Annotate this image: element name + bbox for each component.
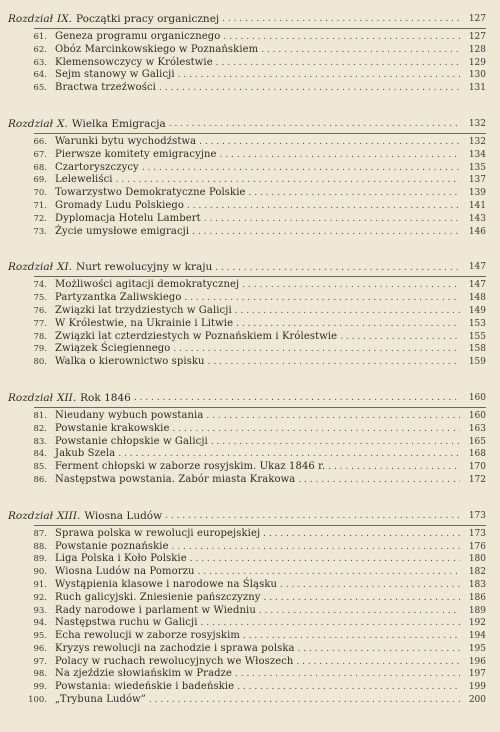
entry-page-number: 139 (468, 188, 486, 199)
dot-leader (337, 331, 460, 344)
entry-page-number: 168 (468, 449, 486, 460)
entry-page-number: 172 (468, 474, 486, 485)
entry-number: 97. (33, 656, 47, 667)
toc-entry (8, 174, 486, 187)
toc-entry (8, 436, 486, 449)
heading-divider (34, 276, 486, 277)
entry-title: „Trybuna Ludów” (55, 694, 147, 706)
heading-divider (34, 133, 486, 134)
dot-leader (217, 149, 460, 162)
toc-entry (8, 528, 486, 541)
entry-title: Związki lat trzydziestych w Galicji (55, 304, 232, 316)
toc-entry (8, 226, 486, 239)
dot-leader (198, 617, 461, 630)
chapter-label: Rozdział (8, 261, 54, 274)
entry-page-number: 183 (468, 579, 486, 590)
toc-entry (8, 292, 486, 305)
entry-number: 81. (33, 410, 47, 421)
entry-title: Następstwa powstania. Zabór miasta Krakowa (55, 473, 296, 485)
entry-title: Czartoryszczycy (55, 161, 139, 173)
entry-page-number: 163 (468, 423, 486, 434)
entry-number: 96. (33, 643, 47, 654)
chapter-label: Rozdział (8, 13, 54, 25)
toc-entry (8, 162, 486, 175)
chapter-page-number: 127 (468, 14, 486, 24)
dot-leader (295, 643, 460, 656)
toc-entry (8, 579, 486, 592)
entry-page-number: 159 (468, 357, 486, 368)
dot-leader (146, 694, 460, 707)
entry-page-number: 149 (468, 305, 486, 316)
entry-page-number: 146 (468, 226, 486, 237)
entry-title: Ferment chłopski w zaborze rosyjskim. Ukaz 1846 r. (55, 461, 326, 473)
entry-title: Następstwa ruchu w Galicji (55, 617, 198, 629)
dot-leader (169, 541, 460, 554)
entry-page-number: 192 (468, 618, 486, 629)
toc-entry (8, 566, 486, 579)
toc-entry (8, 305, 486, 318)
entry-title: Obóz Marcinkowskiego w Poznańskiem (55, 43, 259, 55)
entry-number: 70. (33, 188, 47, 199)
dot-leader (232, 305, 460, 318)
toc-entry (8, 44, 486, 57)
entry-number: 83. (33, 436, 47, 447)
entry-title: Gromady Ludu Polskiego (55, 199, 185, 211)
entry-title: Echa rewolucji w zaborze rosyjskim (55, 630, 240, 642)
heading-divider (34, 525, 486, 526)
chapter-title: Wielka Emigracja (71, 117, 166, 130)
dot-leader (195, 566, 461, 579)
entry-page-number: 134 (468, 149, 486, 160)
dot-leader (261, 592, 460, 605)
entry-page-number: 127 (468, 32, 486, 42)
dot-leader (295, 474, 460, 487)
entry-title: Sprawa polska w rewolucji europejskiej (55, 527, 261, 539)
entry-title: Wiosna Ludów na Pomorzu (55, 566, 195, 578)
entry-page-number: 143 (468, 213, 486, 224)
entry-page-number: 165 (468, 436, 486, 447)
entry-title: Partyzantka Zaliwskiego (55, 292, 182, 304)
entry-title: Powstanie poznańskie (55, 540, 169, 552)
chapter-title: Wiosna Ludów (84, 509, 163, 522)
entry-page-number: 170 (468, 462, 486, 473)
toc-entry (8, 668, 486, 681)
dot-leader (277, 579, 460, 592)
entry-number: 74. (33, 280, 47, 291)
chapter-number: XIII. (57, 509, 81, 522)
entry-number: 100. (28, 695, 47, 706)
toc-entry (8, 213, 486, 226)
dot-leader (258, 44, 460, 57)
entry-page-number: 186 (468, 592, 486, 603)
chapter-number: X. (57, 117, 68, 130)
entry-title: Nieudany wybuch powstania (55, 409, 204, 421)
entry-number: 86. (33, 474, 47, 485)
chapter-number: XII. (57, 391, 77, 404)
entry-page-number: 200 (468, 695, 486, 706)
toc-entry (8, 331, 486, 344)
dot-leader (139, 162, 460, 175)
dot-leader (240, 630, 460, 643)
toc-entry (8, 474, 486, 487)
toc-entry (8, 461, 486, 474)
entry-title: Geneza programu organicznego (55, 31, 221, 42)
toc-entry (8, 136, 486, 149)
entry-title: Liga Polska i Koło Polskie (55, 553, 187, 565)
entry-number: 75. (33, 293, 47, 304)
entry-title: Walka o kierownictwo spisku (55, 356, 205, 368)
chapter-heading (8, 503, 486, 523)
chapter-number: IX. (57, 13, 73, 25)
toc-entry (8, 448, 486, 461)
entry-page-number: 176 (468, 541, 486, 552)
entry-page-number: 147 (468, 280, 486, 291)
entry-page-number: 129 (468, 57, 486, 68)
entry-title: Kryzys rewolucji na zachodzie i sprawa polska (55, 642, 295, 654)
chapter-heading (8, 254, 486, 274)
toc-entry (8, 605, 486, 618)
toc-entry (8, 187, 486, 200)
entry-number: 92. (33, 592, 47, 603)
entry-title: Pierwsze komitety emigracyjne (55, 148, 217, 160)
dot-leader (196, 136, 460, 149)
dot-leader (234, 681, 460, 694)
entry-page-number: 141 (468, 200, 486, 211)
entry-title: W Królestwie, na Ukrainie i Litwie (55, 317, 234, 329)
entry-number: 79. (33, 344, 47, 355)
chapter-page-number: 160 (468, 392, 486, 403)
dot-leader (170, 423, 461, 436)
chapter-heading (8, 6, 486, 26)
entry-title: Bractwa trzeźwości (55, 82, 156, 94)
chapter-page-number: 147 (468, 262, 486, 273)
entry-number: 91. (33, 579, 47, 590)
dot-leader (203, 410, 460, 423)
toc-entry (8, 57, 486, 70)
entry-page-number: 194 (468, 631, 486, 642)
entry-page-number: 196 (468, 656, 486, 667)
section-spacer (8, 369, 486, 385)
dot-leader (201, 213, 460, 226)
entry-page-number: 135 (468, 162, 486, 173)
dot-leader (189, 226, 460, 239)
toc-entry (8, 279, 486, 292)
entry-title: Na zjeździe słowiańskim w Pradze (55, 668, 233, 680)
entry-number: 76. (33, 305, 47, 316)
chapter-number: XI. (57, 261, 73, 274)
entry-title: Jakub Szela (55, 448, 116, 460)
entry-page-number: 197 (468, 669, 486, 680)
chapter-page-number: 173 (468, 510, 486, 521)
entry-title: Możliwości agitacji demokratycznej (55, 279, 240, 291)
entry-title: Sejm stanowy w Galicji (55, 69, 175, 81)
entry-number: 66. (33, 136, 47, 147)
entry-title: Powstanie chłopskie w Galicji (55, 435, 208, 447)
dot-leader (239, 279, 460, 292)
chapter-section (8, 503, 486, 707)
dot-leader (212, 262, 460, 275)
entry-number: 61. (33, 32, 47, 42)
entry-title: Warunki bytu wychodźstwa (55, 135, 197, 147)
toc-entry (8, 356, 486, 369)
dot-leader (213, 57, 460, 70)
dot-leader (256, 605, 460, 618)
toc-entry (8, 410, 486, 423)
toc-entry (8, 82, 486, 95)
dot-leader (131, 392, 460, 405)
dot-leader (219, 13, 460, 26)
dot-leader (184, 200, 460, 213)
entry-number: 95. (33, 631, 47, 642)
entry-page-number: 155 (468, 331, 486, 342)
dot-leader (175, 69, 460, 82)
chapter-heading (8, 111, 486, 131)
dot-leader (115, 448, 460, 461)
chapter-label: Rozdział (8, 391, 54, 404)
entry-number: 88. (33, 541, 47, 552)
toc-entry (8, 630, 486, 643)
dot-leader (170, 343, 460, 356)
entry-page-number: 182 (468, 567, 486, 578)
entry-title: Związki lat czterdziestych w Poznańskiem i Królestwie (55, 330, 338, 342)
entry-number: 85. (33, 462, 47, 473)
entry-number: 68. (33, 162, 47, 173)
dot-leader (187, 553, 460, 566)
toc-entry (8, 617, 486, 630)
section-spacer (8, 238, 486, 254)
toc-entry (8, 149, 486, 162)
entry-title: Klemensowczycy w Królestwie (55, 56, 213, 68)
toc-entry (8, 423, 486, 436)
entry-list (8, 410, 486, 487)
dot-leader (162, 510, 460, 523)
entry-page-number: 160 (468, 410, 486, 421)
dot-leader (325, 461, 460, 474)
entry-number: 73. (33, 226, 47, 237)
toc-entry (8, 643, 486, 656)
entry-title: Powstania: wiedeńskie i badeńskie (55, 681, 235, 693)
entry-number: 84. (33, 449, 47, 460)
entry-title: Dyplomacja Hotelu Lambert (55, 212, 201, 224)
toc-entry (8, 31, 486, 44)
entry-page-number: 173 (468, 528, 486, 539)
entry-number: 98. (33, 669, 47, 680)
dot-leader (293, 656, 460, 669)
chapter-page-number: 132 (468, 118, 486, 129)
entry-number: 72. (33, 213, 47, 224)
toc-entry (8, 592, 486, 605)
entry-page-number: 153 (468, 318, 486, 329)
entry-list (8, 136, 486, 238)
chapter-section (8, 6, 486, 111)
chapter-section (8, 254, 486, 385)
toc-entry (8, 541, 486, 554)
chapter-label: Rozdział (8, 117, 54, 130)
toc-entry (8, 656, 486, 669)
dot-leader (233, 318, 460, 331)
entry-number: 99. (33, 682, 47, 693)
entry-title: Wystąpienia klasowe i narodowe na Śląsku (55, 578, 278, 590)
entry-number: 90. (33, 567, 47, 578)
entry-number: 94. (33, 618, 47, 629)
chapter-title: Rok 1846 (80, 391, 131, 404)
entry-number: 82. (33, 423, 47, 434)
heading-divider (34, 28, 486, 29)
entry-number: 67. (33, 149, 47, 160)
toc-entry (8, 681, 486, 694)
dot-leader (156, 82, 460, 95)
dot-leader (181, 292, 460, 305)
entry-title: Polacy w ruchach rewolucyjnych we Włoszech (55, 655, 294, 667)
entry-number: 78. (33, 331, 47, 342)
entry-number: 87. (33, 528, 47, 539)
dot-leader (205, 356, 460, 369)
entry-page-number: 195 (468, 643, 486, 654)
chapter-title: Nurt rewolucyjny w kraju (76, 261, 213, 274)
entry-number: 69. (33, 175, 47, 186)
entry-page-number: 148 (468, 293, 486, 304)
entry-number: 89. (33, 554, 47, 565)
chapter-label: Rozdział (8, 509, 54, 522)
dot-leader (113, 174, 460, 187)
entry-page-number: 189 (468, 605, 486, 616)
entry-number: 62. (33, 44, 47, 55)
entry-number: 93. (33, 605, 47, 616)
toc-entry (8, 200, 486, 213)
chapter-section (8, 111, 486, 254)
section-spacer (8, 487, 486, 503)
entry-page-number: 130 (468, 70, 486, 81)
dot-leader (246, 187, 460, 200)
dot-leader (260, 528, 460, 541)
entry-page-number: 199 (468, 682, 486, 693)
dot-leader (232, 668, 460, 681)
entry-page-number: 128 (468, 44, 486, 55)
entry-title: Powstanie krakowskie (55, 422, 170, 434)
entry-title: Leleweliści (55, 174, 113, 186)
toc-entry (8, 694, 486, 707)
toc-entry (8, 69, 486, 82)
chapter-section (8, 385, 486, 503)
entry-list (8, 528, 486, 707)
entry-page-number: 158 (468, 344, 486, 355)
toc-entry (8, 343, 486, 356)
entry-number: 77. (33, 318, 47, 329)
dot-leader (208, 436, 460, 449)
toc-entry (8, 553, 486, 566)
dot-leader (166, 118, 460, 131)
entry-number: 65. (33, 83, 47, 94)
chapter-title: Początki pracy organicznej (76, 13, 220, 25)
entry-title: Towarzystwo Demokratyczne Polskie (55, 187, 246, 199)
entry-number: 71. (33, 200, 47, 211)
entry-title: Związek Ściegiennego (55, 343, 171, 355)
entry-page-number: 132 (468, 136, 486, 147)
entry-number: 80. (33, 357, 47, 368)
entry-page-number: 137 (468, 175, 486, 186)
dot-leader (220, 31, 460, 44)
entry-title: Ruch galicyjski. Zniesienie pańszczyzny (55, 591, 261, 603)
entry-page-number: 131 (468, 83, 486, 94)
entry-number: 64. (33, 70, 47, 81)
entry-page-number: 180 (468, 554, 486, 565)
section-spacer (8, 95, 486, 111)
entry-number: 63. (33, 57, 47, 68)
chapter-heading (8, 385, 486, 405)
heading-divider (34, 407, 486, 408)
entry-title: Życie umysłowe emigracji (55, 225, 190, 237)
toc-entry (8, 318, 486, 331)
entry-list (8, 31, 486, 95)
entry-list (8, 279, 486, 369)
entry-title: Rady narodowe i parlament w Wiedniu (55, 604, 256, 616)
